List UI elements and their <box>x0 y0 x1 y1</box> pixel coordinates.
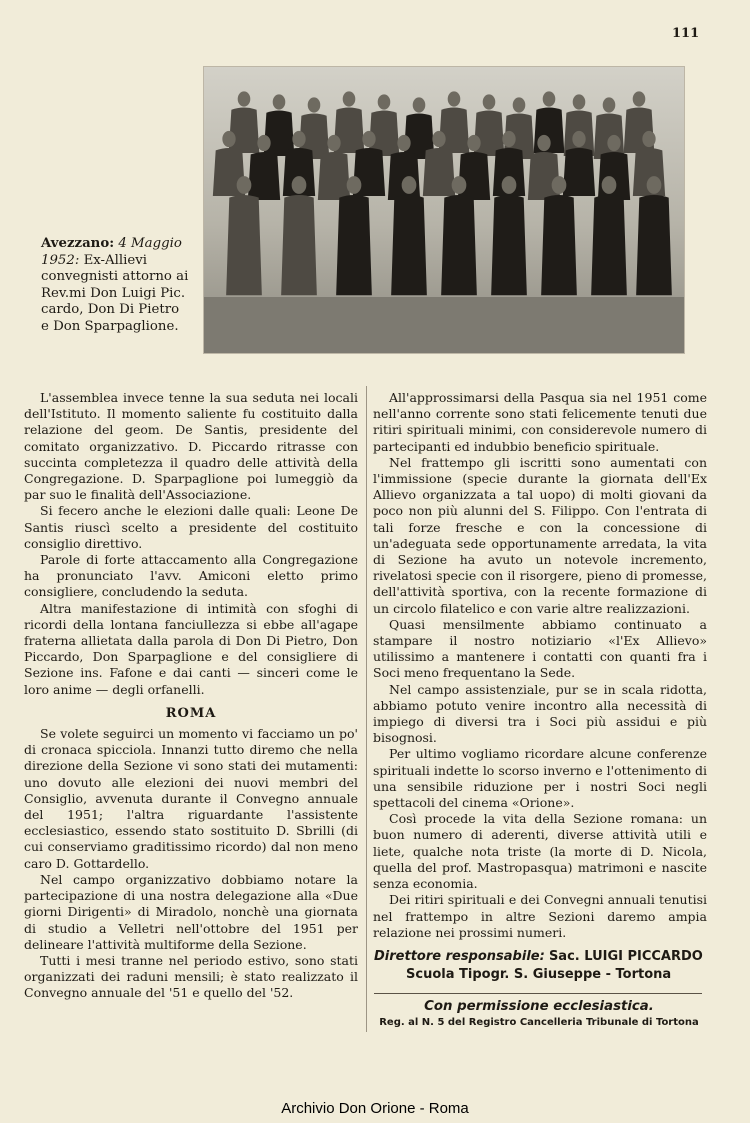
colophon-rule <box>374 993 702 994</box>
caption-date: 4 Maggio 1952: <box>41 236 182 268</box>
caption-place: Avezzano: <box>41 236 115 251</box>
photo-caption <box>41 236 191 335</box>
paragraph: Quasi mensilmente abbiamo continuato a stampare il nostro notiziario «l'Ex Allievo» utilissimo a mantenere i contatti con quanti fra i Soci meno frequentano la Sede. <box>373 616 707 681</box>
paragraph: Altra manifestazione di intimità con sfoghi di ricordi della lontana fanciullezza si ebbe all'agape fraterna allietata dalla parola di Don Di Pietro, Don Piccardo, Don Sparpaglione e del consigliere di Sezione ins. Fafone e dai canti — sinceri come le loro anime — degli orfanelli. <box>24 600 358 697</box>
group-photo <box>203 66 685 354</box>
page-number: 111 <box>672 26 700 41</box>
paragraph: Nel frattempo gli iscritti sono aumentati con l'immissione (specie durante la giornata dell'Ex Allievo organizzata a tal uopo) di molti giovani da poco non più alunni del S. Filippo. Con l'entrata di tali forze fresche e con la concessione di un'adeguata sede opportunamente arredata, la vita di Sezione ha avuto un notevole incremento, rivelatosi specie con il risorgere, pieno di promesse, dell'attività sportiva, con la recente formazione di un circolo filatelico e con varie altre realizzazioni. <box>373 454 707 616</box>
paragraph: Se volete seguirci un momento vi facciamo un po' di cronaca spicciola. Innanzi tutto diremo che nella direzione della Sezione vi sono stati dei mutamenti: uno dovuto alle elezioni dei nuovi membri del Consiglio, avvenuta durante il Convegno annuale del 1951; l'altra riguardante l'assistente ecclesiastico, essendo stato sostituito D. Sbrilli (di cui conserviamo graditissimo ricordo) dal non meno caro D. Gottardello. <box>24 726 358 871</box>
paragraph: Si fecero anche le elezioni dalle quali: Leone De Santis riuscì scelto a presidente del costituito consiglio direttivo. <box>24 503 358 551</box>
paragraph: Dei ritiri spirituali e dei Convegni annuali tenutisi nel frattempo in altre Sezioni daremo ampia relazione nei prossimi numeri. <box>373 892 707 940</box>
left-column <box>24 390 358 1002</box>
paragraph: Tutti i mesi tranne nel periodo estivo, sono stati organizzati dei raduni mensili; è stato realizzato il Convegno annuale del '51 e quello del '52. <box>24 952 358 1001</box>
paragraph: Nel campo organizzativo dobbiamo notare la partecipazione di una nostra delegazione alla «Due giorni Dirigenti» di Miradolo, nonchè una giornata di studio a Velletri nell'ottobre del 1951 per delineare l'attività multiforme della Sezione. <box>24 871 358 952</box>
caption-text: Ex-Allievi convegnisti attorno ai Rev.mi Don Luigi Pic. cardo, Don Di Pietro e Don Sparpaglione. <box>41 252 189 334</box>
archive-footer: Archivio Don Orione - Roma <box>281 1100 469 1117</box>
ecclesiastical-permission: Con permissione ecclesiastica. <box>424 999 654 1014</box>
section-heading-roma: ROMA <box>165 705 217 721</box>
paragraph: L'assemblea invece tenne la sua seduta nei locali dell'Istituto. Il momento saliente fu costituito dalla relazione del geom. De Santis, presidente del comitato organizzativo. D. Piccardo ritrasse con succinta completezza il quadro delle attività della Congregazione. D. Sparpaglione poi lumeggiò da par suo le finalità dell'Associazione. <box>24 390 358 503</box>
colophon-director <box>374 948 704 984</box>
group-photo-image <box>204 67 684 353</box>
director-label: Direttore responsabile: <box>374 949 545 964</box>
paragraph: Nel campo assistenziale, pur se in scala ridotta, abbiamo potuto venire incontro alla necessità di impiego di diversi tra i Soci più assidui e più bisognosi. <box>373 681 707 746</box>
printer-name: Scuola Tipogr. S. Giuseppe - Tortona <box>406 967 672 982</box>
paragraph: Parole di forte attaccamento alla Congregazione ha pronunciato l'avv. Amiconi eletto primo consigliere, concludendo la seduta. <box>24 552 358 600</box>
registration-note: Reg. al N. 5 del Registro Cancelleria Tribunale di Tortona <box>379 1017 699 1028</box>
paragraph: Così procede la vita della Sezione romana: un buon numero di aderenti, diverse attività utili e liete, qualche nota triste (la morte di D. Nicola, quella del prof. Mastropasqua) matrimoni e nascite senza economia. <box>373 811 707 892</box>
director-name: Sac. LUIGI PICCARDO <box>548 949 703 964</box>
column-divider <box>366 386 367 1032</box>
right-column <box>373 390 707 941</box>
paragraph: All'approssimarsi della Pasqua sia nel 1951 come nell'anno corrente sono stati felicemente tenuti due ritiri spirituali minimi, con considerevole numero di partecipanti ed indubbio beneficio spirituale. <box>373 390 707 454</box>
paragraph: Per ultimo vogliamo ricordare alcune conferenze spirituali indette lo scorso inverno e l'ottenimento di una sensibile riduzione per i nostri Soci negli spettacoli del cinema «Orione». <box>373 746 707 811</box>
